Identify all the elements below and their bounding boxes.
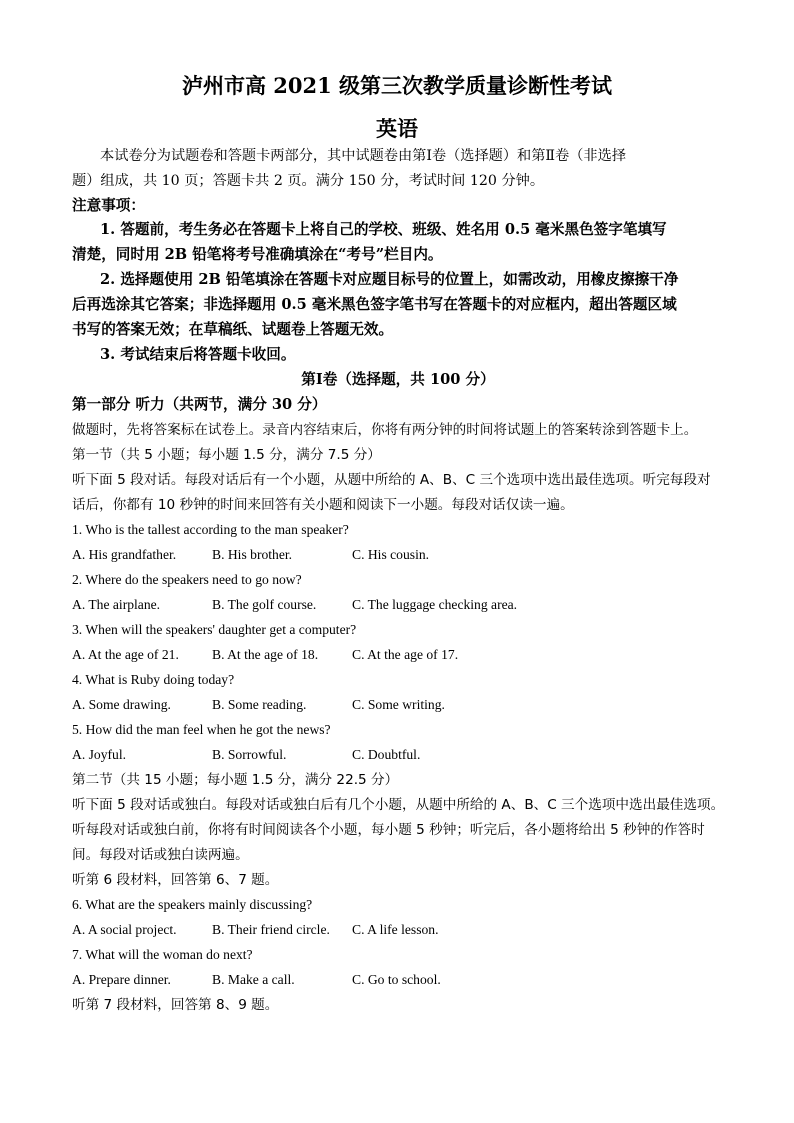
notice-heading: 注意事项： [72, 197, 145, 214]
question-1-option-c: C. His cousin. [352, 547, 430, 562]
question-7-option-b: B. Make a call. [212, 972, 295, 987]
question-3-option-a: A. At the age of 21. [72, 647, 179, 662]
question-7-option-a: A. Prepare dinner. [72, 972, 171, 987]
intro-line-1: 本试卷分为试题卷和答题卡两部分，其中试题卷由第Ⅰ卷（选择题）和第Ⅱ卷（非选择 [100, 148, 627, 164]
volume1-heading: 第Ⅰ卷（选择题，共 100 分） [301, 371, 495, 388]
part1-instruction: 做题时，先将答案标在试卷上。录音内容结束后，你将有两分钟的时间将试题上的答案转涂到答题卡上。 [72, 422, 698, 438]
question-1-option-a: A. His grandfather. [72, 547, 177, 562]
question-2: 2. Where do the speakers need to go now? [72, 572, 302, 587]
question-4-option-a: A. Some drawing. [72, 697, 171, 712]
notice-line-6: 3. 考试结束后将答题卡收回。 [100, 346, 296, 363]
question-2-option-b: B. The golf course. [212, 597, 317, 612]
section1-instruction-1: 听下面 5 段对话。每段对话后有一个小题，从题中所给的 A、B、C 三个选项中选出最佳选项。听完每段对 [72, 472, 711, 488]
question-7: 7. What will the woman do next? [72, 947, 253, 962]
question-4: 4. What is Ruby doing today? [72, 672, 235, 687]
exam-title: 泸州市高 2021 级第三次教学质量诊断性考试 [181, 73, 613, 98]
section1-instruction-2: 话后，你都有 10 秒钟的时间来回答有关小题和阅读下一小题。每段对话仅读一遍。 [72, 497, 574, 513]
material-6-note: 听第 6 段材料，回答第 6、7 题。 [72, 872, 279, 888]
question-2-option-c: C. The luggage checking area. [352, 597, 518, 612]
notice-line-3: 2. 选择题使用 2B 铅笔填涂在答题卡对应题目标号的位置上，如需改动，用橡皮擦擦干净 [100, 271, 679, 288]
question-5-option-b: B. Sorrowful. [212, 747, 287, 762]
question-3: 3. When will the speakers' daughter get a computer? [72, 622, 357, 637]
question-2-option-a: A. The airplane. [72, 597, 161, 612]
question-6: 6. What are the speakers mainly discussing? [72, 897, 313, 912]
question-3-option-b: B. At the age of 18. [212, 647, 319, 662]
question-6-option-a: A. A social project. [72, 922, 177, 937]
notice-line-5: 书写的答案无效；在草稿纸、试题卷上答题无效。 [72, 321, 394, 338]
section2-instruction-2: 听每段对话或独白前，你将有时间阅读各个小题，每小题 5 秒钟；听完后，各小题将给出 5 秒钟的作答时 [72, 822, 705, 838]
section2-instruction-3: 间。每段对话或独白读两遍。 [72, 847, 249, 863]
section1-heading: 第一节（共 5 小题；每小题 1.5 分，满分 7.5 分） [72, 447, 381, 463]
question-7-option-c: C. Go to school. [352, 972, 441, 987]
intro-line-2: 题）组成，共 10 页；答题卡共 2 页。满分 150 分，考试时间 120 分钟。 [72, 173, 545, 189]
section2-instruction-1: 听下面 5 段对话或独白。每段对话或独白后有几个小题，从题中所给的 A、B、C 三个选项中选出最佳选项。 [72, 797, 725, 813]
question-4-option-c: C. Some writing. [352, 697, 445, 712]
question-6-option-b: B. Their friend circle. [212, 922, 330, 937]
question-1-option-b: B. His brother. [212, 547, 293, 562]
question-5-option-a: A. Joyful. [72, 747, 126, 762]
material-7-note: 听第 7 段材料，回答第 8、9 题。 [72, 997, 279, 1013]
notice-line-1: 1. 答题前，考生务必在答题卡上将自己的学校、班级、姓名用 0.5 毫米黑色签字笔填写 [100, 221, 667, 238]
question-5: 5. How did the man feel when he got the news? [72, 722, 331, 737]
question-6-option-c: C. A life lesson. [352, 922, 439, 937]
notice-line-2: 清楚，同时用 2B 铅笔将考号准确填涂在“考号”栏目内。 [72, 246, 443, 263]
subject-title: 英语 [376, 116, 418, 141]
notice-line-4: 后再选涂其它答案；非选择题用 0.5 毫米黑色签字笔书写在答题卡的对应框内，超出答题区域 [72, 296, 677, 313]
question-1: 1. Who is the tallest according to the man speaker? [72, 522, 349, 537]
question-5-option-c: C. Doubtful. [352, 747, 421, 762]
part1-heading: 第一部分 听力（共两节，满分 30 分） [72, 396, 327, 413]
question-3-option-c: C. At the age of 17. [352, 647, 459, 662]
question-4-option-b: B. Some reading. [212, 697, 307, 712]
section2-heading: 第二节（共 15 小题；每小题 1.5 分，满分 22.5 分） [72, 772, 399, 788]
